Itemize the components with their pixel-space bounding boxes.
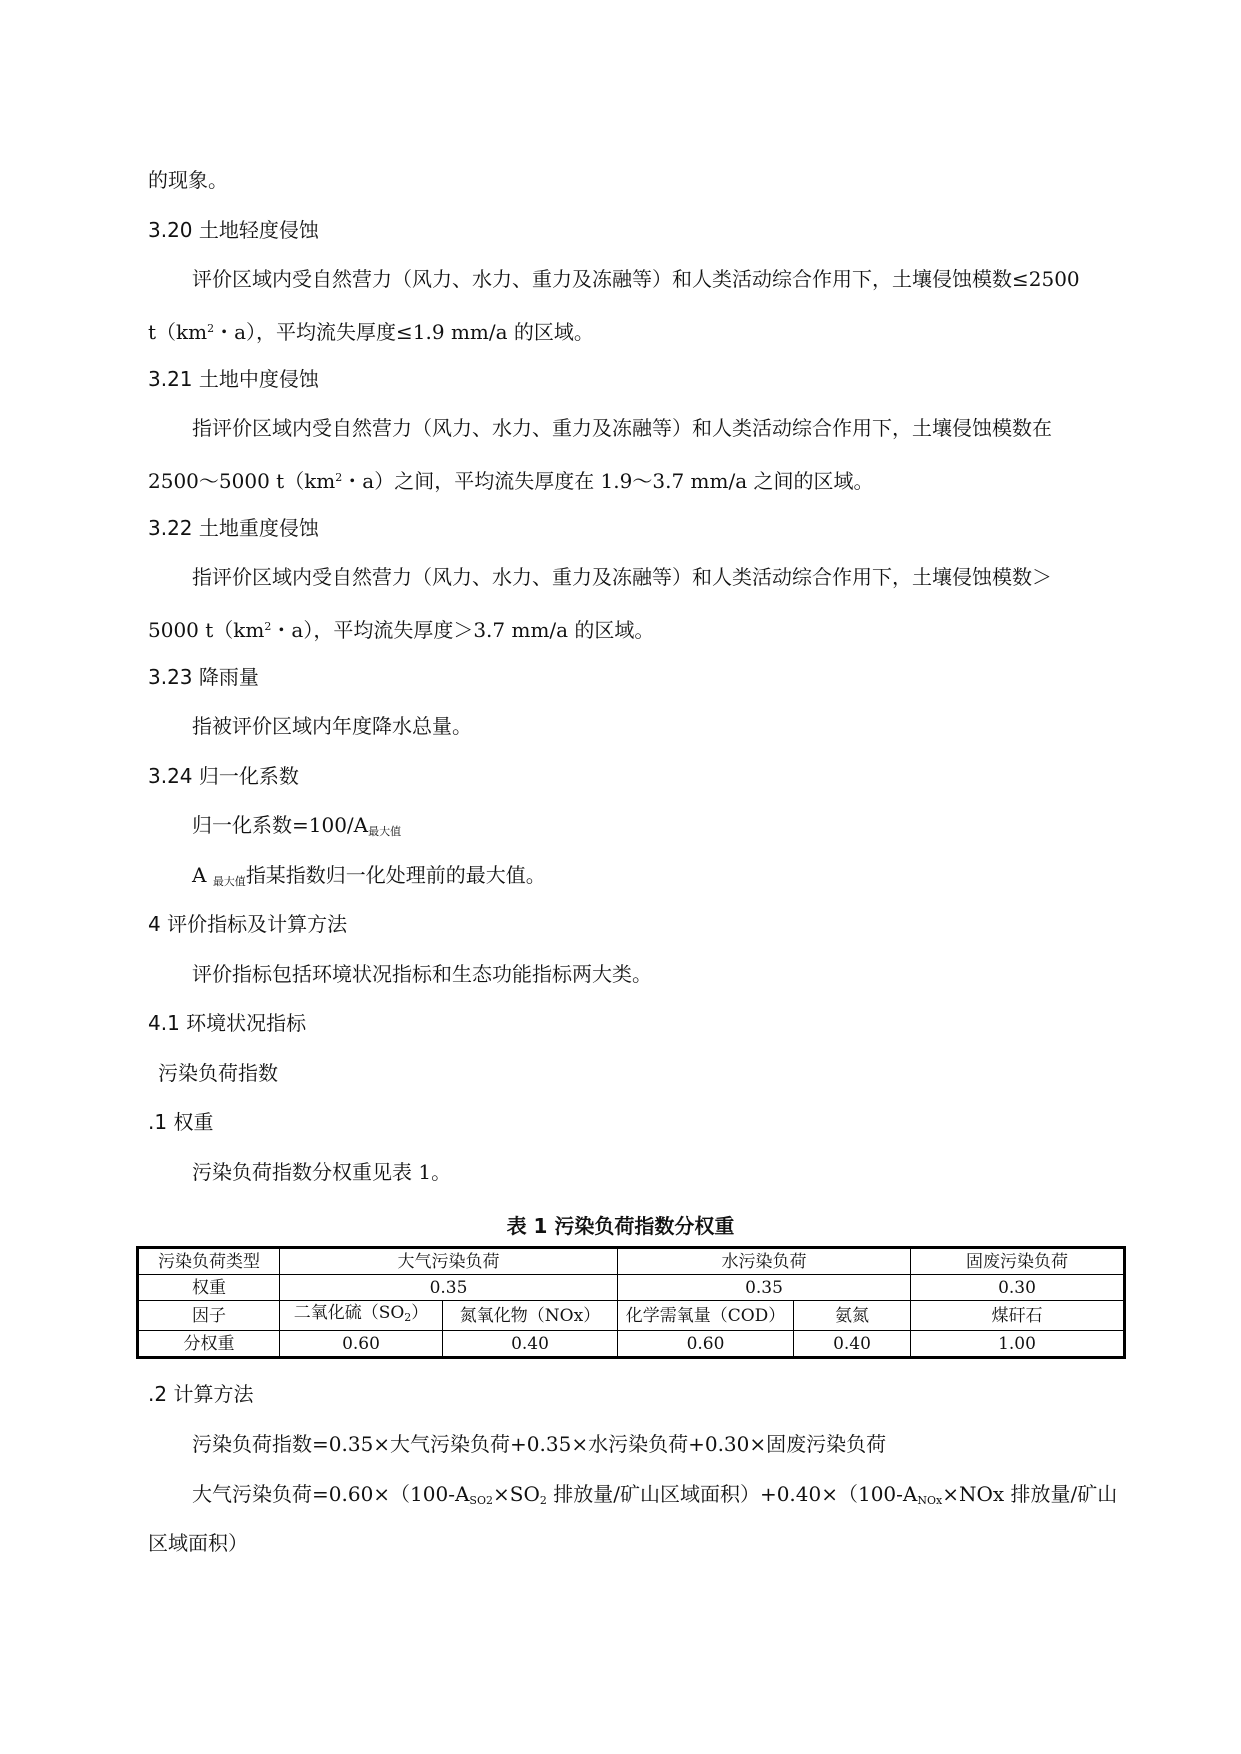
- text-run: ）: [411, 1303, 429, 1323]
- subscript: NOx: [917, 1494, 943, 1507]
- paragraph-continuation: 的现象。: [148, 168, 228, 192]
- paragraph-line: 评价区域内受自然营力（风力、水力、重力及冻融等）和人类活动综合作用下，土壤侵蚀模数≤2500: [192, 267, 1080, 291]
- text-run: ・a），平均流失厚度＞3.7 mm/a 的区域。: [271, 618, 655, 642]
- paragraph-line: [148, 464, 873, 495]
- table-caption: 表 1 污染负荷指数分权重: [506, 1214, 735, 1238]
- superscript: 2: [207, 322, 215, 335]
- table-cell: 0.30: [911, 1275, 1125, 1301]
- section-heading-4-1-1-1: .1 权重: [148, 1110, 214, 1134]
- table-cell: 0.40: [443, 1331, 618, 1358]
- section-heading-3-24: 3.24 归一化系数: [148, 764, 299, 788]
- superscript: 2: [335, 471, 343, 484]
- table-cell: 1.00: [911, 1331, 1125, 1358]
- definition-line: [192, 861, 546, 896]
- table-cell: [280, 1301, 443, 1331]
- subscript: 2: [404, 1311, 412, 1324]
- section-heading-3-20: 3.20 土地轻度侵蚀: [148, 218, 319, 242]
- text-run: ・a）之间，平均流失厚度在 1.9～3.7 mm/a 之间的区域。: [342, 469, 874, 493]
- text-run: 5000 t（km: [148, 618, 265, 642]
- text-run: ×SO: [492, 1482, 540, 1506]
- paragraph-line: 评价指标包括环境状况指标和生态功能指标两大类。: [192, 962, 652, 986]
- section-heading-4: 4 评价指标及计算方法: [148, 912, 348, 936]
- text-run: 2500～5000 t（km: [148, 469, 336, 493]
- table-row: [138, 1275, 1125, 1301]
- subscript: 2: [539, 1494, 547, 1507]
- subscript: 最大值: [368, 825, 402, 838]
- text-run: 归一化系数=100/A: [192, 813, 369, 837]
- table-cell: 水污染负荷: [618, 1248, 911, 1275]
- section-heading-4-1-1: 污染负荷指数: [158, 1061, 278, 1085]
- table-cell: 权重: [138, 1275, 280, 1301]
- table-cell: 化学需氧量（COD）: [618, 1301, 794, 1331]
- section-heading-4-1: 4.1 环境状况指标: [148, 1011, 307, 1035]
- text-run: A: [192, 863, 207, 887]
- section-heading-3-22: 3.22 土地重度侵蚀: [148, 516, 319, 540]
- table-cell: 0.40: [794, 1331, 911, 1358]
- text-run: 二氧化硫（SO: [293, 1303, 405, 1323]
- text-run: 大气污染负荷=0.60×（100-A: [192, 1482, 470, 1506]
- paragraph-line: 指被评价区域内年度降水总量。: [192, 714, 472, 738]
- table-cell: 大气污染负荷: [280, 1248, 618, 1275]
- formula-air-pollution: [192, 1480, 1117, 1515]
- paragraph-line: [148, 315, 594, 346]
- table-row: [138, 1248, 1125, 1275]
- formula-normalization: [192, 811, 401, 846]
- superscript: 2: [264, 620, 272, 633]
- table-cell: 0.35: [280, 1275, 618, 1301]
- table-cell: 污染负荷类型: [138, 1248, 280, 1275]
- text-run: ・a），平均流失厚度≤1.9 mm/a 的区域。: [214, 320, 594, 344]
- table-cell: 固废污染负荷: [911, 1248, 1125, 1275]
- table-cell: 0.35: [618, 1275, 911, 1301]
- paragraph-line: 污染负荷指数分权重见表 1。: [192, 1160, 452, 1184]
- table-row: [138, 1301, 1125, 1331]
- subscript: SO2: [469, 1494, 493, 1507]
- table-cell: 0.60: [280, 1331, 443, 1358]
- text-run: ×NOx 排放量/矿山: [942, 1482, 1118, 1506]
- text-run: 指某指数归一化处理前的最大值。: [245, 863, 546, 887]
- formula-pollution-index: 污染负荷指数=0.35×大气污染负荷+0.35×水污染负荷+0.30×固废污染负荷: [192, 1432, 887, 1456]
- paragraph-line: 指评价区域内受自然营力（风力、水力、重力及冻融等）和人类活动综合作用下，土壤侵蚀模数在: [192, 416, 1052, 440]
- table-row: [138, 1331, 1125, 1358]
- table-cell: 氨氮: [794, 1301, 911, 1331]
- formula-continuation: 区域面积）: [148, 1531, 248, 1555]
- table-cell: 煤矸石: [911, 1301, 1125, 1331]
- paragraph-line: [148, 613, 654, 644]
- weights-table: [136, 1246, 1126, 1359]
- text-run: 排放量/矿山区域面积）+0.40×（100-A: [546, 1482, 918, 1506]
- section-heading-3-23: 3.23 降雨量: [148, 665, 259, 689]
- table-cell: 分权重: [138, 1331, 280, 1358]
- table-cell: 因子: [138, 1301, 280, 1331]
- table-cell: 氮氧化物（NOx）: [443, 1301, 618, 1331]
- table-cell: 0.60: [618, 1331, 794, 1358]
- text-run: t（km: [148, 320, 208, 344]
- section-heading-4-1-1-2: .2 计算方法: [148, 1382, 254, 1406]
- subscript: 最大值: [212, 875, 246, 888]
- paragraph-line: 指评价区域内受自然营力（风力、水力、重力及冻融等）和人类活动综合作用下，土壤侵蚀模数＞: [192, 565, 1052, 589]
- section-heading-3-21: 3.21 土地中度侵蚀: [148, 367, 319, 391]
